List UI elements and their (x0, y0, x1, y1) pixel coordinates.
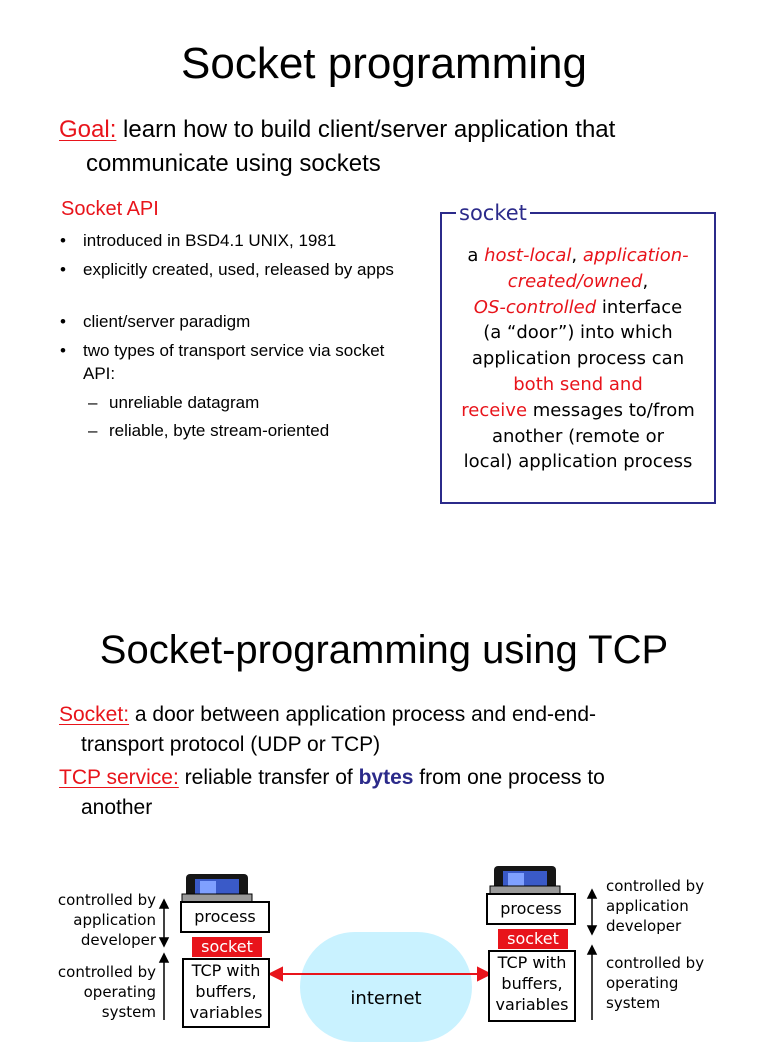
text: developer (606, 917, 682, 935)
text: a door between application process and end-end- (129, 703, 597, 726)
bytes-term: bytes (358, 766, 414, 789)
list-item (60, 229, 410, 252)
bullet-dot-icon: • (60, 231, 66, 250)
text: messages to/from (527, 399, 695, 421)
left-process-box: process (180, 901, 270, 933)
bullet-dot-icon: • (60, 312, 66, 331)
text: variables (495, 995, 569, 1014)
text: buffers, (195, 982, 257, 1001)
text: a (467, 245, 485, 266)
text: application- (582, 245, 689, 266)
text: operating (606, 974, 679, 992)
bullet-text: client/server paradigm (83, 312, 251, 331)
tcp-service-term: TCP service: (59, 766, 179, 789)
slide1-title: Socket programming (181, 39, 587, 88)
text: TCP with (191, 961, 261, 980)
right-app-developer-label (606, 876, 756, 936)
sub-list-item (88, 419, 329, 442)
socket-box-label: socket (456, 200, 530, 226)
computer-icon (490, 866, 560, 896)
goal-text-line1: learn how to build client/server application that (116, 116, 616, 143)
text: controlled by (606, 954, 705, 972)
bullet-text: introduced in BSD4.1 UNIX, 1981 (83, 231, 337, 250)
text: application process can (471, 348, 685, 370)
text: reliable transfer of (178, 766, 359, 789)
connection-arrow-icon (270, 968, 490, 980)
text: (a “door”) into which (483, 322, 673, 344)
right-process-box: process (486, 893, 576, 925)
text: interface (596, 296, 683, 318)
left-socket-bar: socket (192, 937, 262, 957)
text: transport protocol (UDP or TCP) (81, 733, 381, 756)
text: another (remote or (491, 425, 665, 447)
text: operating (83, 983, 156, 1001)
left-app-developer-label (20, 890, 156, 950)
right-tcp-box (488, 950, 576, 1022)
text: system (606, 994, 661, 1012)
tcp-service-paragraph (59, 763, 749, 823)
sub-bullet-text: reliable, byte stream-oriented (109, 421, 330, 440)
text: application (73, 911, 156, 929)
left-os-label (20, 962, 156, 1022)
text: host-local (484, 245, 572, 266)
computer-icon (182, 874, 252, 904)
dash-icon: – (88, 393, 98, 412)
bracket-arrow-icon (588, 890, 596, 1020)
bracket-arrow-icon (160, 900, 168, 1020)
text: OS-controlled (473, 296, 597, 318)
bullet-text: two types of transport service via socket API: (83, 341, 385, 383)
bullet-text: explicitly created, used, released by apps (83, 260, 394, 279)
goal-label: Goal: (59, 116, 117, 143)
bullet-dot-icon: • (60, 341, 66, 360)
sub-list-item (88, 391, 259, 414)
text: , (642, 270, 649, 292)
socket-term: Socket: (59, 703, 130, 726)
text: TCP with (497, 953, 567, 972)
dash-icon: – (88, 421, 98, 440)
text: developer (80, 931, 156, 949)
text: buffers, (501, 974, 563, 993)
list-item (60, 258, 410, 281)
goal-text-line2: communicate using sockets (86, 150, 381, 177)
text: controlled by (57, 963, 156, 981)
internet-label: internet (350, 988, 422, 1009)
list-item (60, 339, 410, 385)
text: local) application process (463, 451, 693, 473)
text: , (571, 245, 583, 266)
right-os-label (606, 953, 756, 1013)
sub-bullet-text: unreliable datagram (109, 393, 260, 412)
text: system (101, 1003, 156, 1021)
text: from one process to (413, 766, 605, 789)
text: controlled by (606, 877, 705, 895)
goal-paragraph (59, 113, 749, 181)
text: controlled by (57, 891, 156, 909)
text: both send and (513, 373, 643, 395)
slide2-title: Socket-programming using TCP (99, 628, 669, 672)
text: another (81, 796, 153, 819)
text: application (606, 897, 689, 915)
socket-api-heading: Socket API (61, 198, 159, 220)
socket-definition-text (442, 243, 714, 475)
socket-definition-paragraph (59, 700, 749, 760)
text: created/owned (507, 270, 643, 292)
left-tcp-box (182, 958, 270, 1028)
right-socket-bar: socket (498, 929, 568, 949)
list-item (60, 310, 410, 333)
bullet-dot-icon: • (60, 260, 66, 279)
text: receive (461, 399, 528, 421)
text: variables (189, 1003, 263, 1022)
